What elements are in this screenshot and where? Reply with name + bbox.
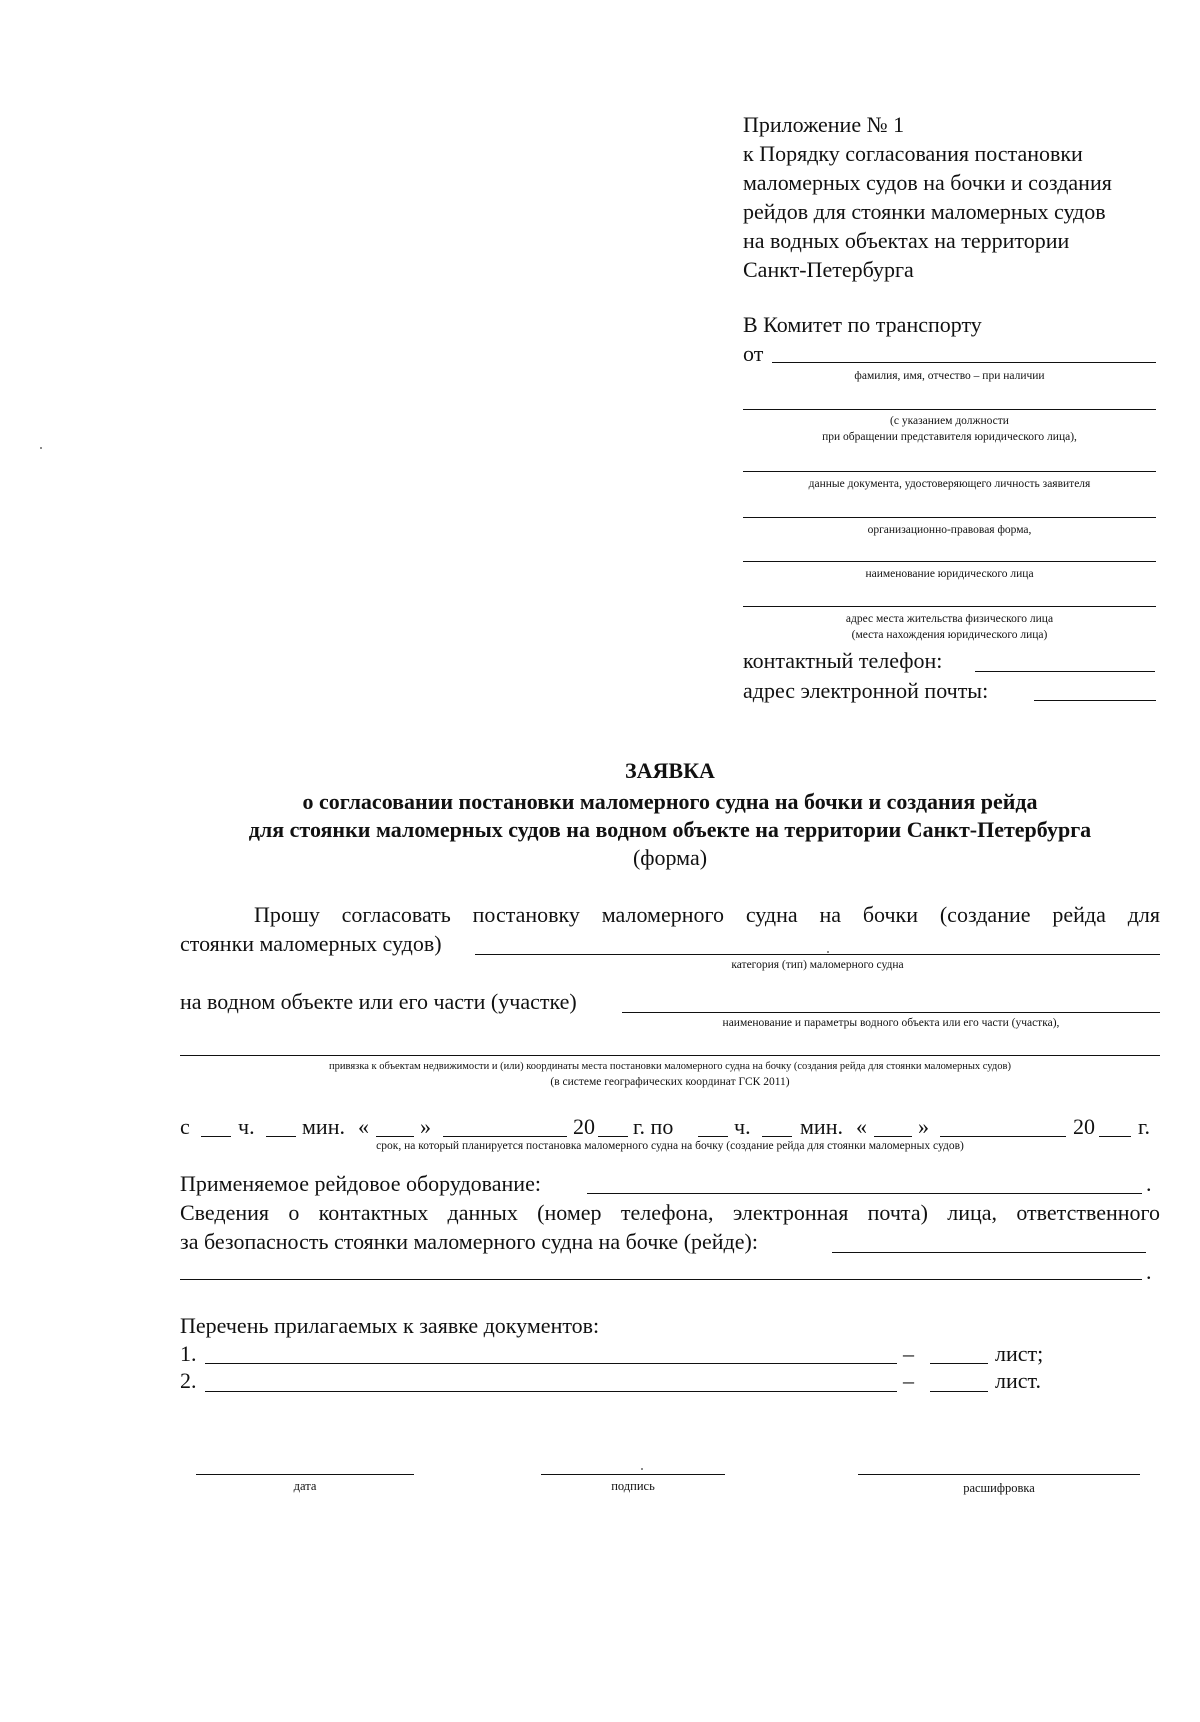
request-line-1: Прошу согласовать постановку маломерного судна на бочки (создание рейда для — [254, 902, 1160, 927]
period-hint: срок, на который планируется постановка маломерного судна на бочку (создание рейда для стоянки маломерных судов) — [376, 1140, 964, 1152]
signature-decode-hint: расшифровка — [963, 1481, 1035, 1495]
water-object-field[interactable] — [622, 1012, 1160, 1013]
addressee-from-label: от — [743, 341, 764, 366]
document-dash: – — [903, 1368, 914, 1393]
address-field[interactable] — [743, 606, 1156, 607]
equipment-field[interactable] — [587, 1193, 1142, 1194]
scan-speck — [40, 447, 42, 449]
request-line-2: стоянки маломерных судов) — [180, 931, 442, 956]
org-name-field[interactable] — [743, 561, 1156, 562]
end-quote-close: » — [918, 1114, 929, 1139]
appendix-line: Санкт-Петербурга — [743, 257, 914, 282]
org-form-field[interactable] — [743, 517, 1156, 518]
identity-document-field[interactable] — [743, 471, 1156, 472]
addressee-to: В Комитет по транспорту — [743, 312, 982, 337]
appendix-line: маломерных судов на бочки и создания — [743, 170, 1112, 195]
coordinates-field[interactable] — [180, 1055, 1160, 1056]
signature-field[interactable] — [541, 1474, 725, 1475]
signature-decode-field[interactable] — [858, 1474, 1140, 1475]
coordinates-system-hint: (в системе географических координат ГСК 2011) — [550, 1076, 790, 1088]
email-label: адрес электронной почты: — [743, 678, 989, 703]
start-hour-unit: ч. — [238, 1114, 255, 1139]
fio-field[interactable] — [772, 362, 1156, 363]
end-hour-unit: ч. — [734, 1114, 751, 1139]
document-item-number: 1. — [180, 1341, 197, 1366]
coordinates-hint: привязка к объектам недвижимости и (или) координаты места постановки маломерного судна на бочку (создания рейда для стоянки маломерных судов) — [329, 1061, 1011, 1072]
position-hint-1: (с указанием должности — [890, 415, 1009, 427]
form-heading: ЗАЯВКА — [625, 758, 715, 783]
form-title-line-2: для стоянки маломерных судов на водном объекте на территории Санкт-Петербурга — [248, 817, 1092, 842]
phone-field[interactable] — [975, 671, 1155, 672]
appendix-line: к Порядку согласования постановки — [743, 141, 1083, 166]
document-name-field[interactable] — [205, 1363, 897, 1364]
document-dash: – — [903, 1341, 914, 1366]
end-quote-open: « — [856, 1114, 867, 1139]
end-year-unit: г. — [1138, 1114, 1151, 1139]
fio-hint: фамилия, имя, отчество – при наличии — [854, 370, 1045, 382]
end-year-prefix: 20 — [1073, 1114, 1095, 1139]
end-hour-field[interactable] — [698, 1136, 728, 1137]
end-minute-unit: мин. — [800, 1114, 843, 1139]
scan-speck — [641, 1468, 643, 1470]
period-to-label: г. по — [633, 1114, 674, 1139]
document-item-number: 2. — [180, 1368, 197, 1393]
signature-hint: подпись — [611, 1479, 655, 1493]
start-year-prefix: 20 — [573, 1114, 595, 1139]
appendix-line: Приложение № 1 — [743, 112, 905, 137]
document-sheets-field[interactable] — [930, 1391, 988, 1392]
end-year-field[interactable] — [1099, 1136, 1131, 1137]
contacts-field[interactable] — [832, 1252, 1146, 1253]
start-quote-open: « — [358, 1114, 369, 1139]
appendix-block — [743, 110, 1112, 284]
start-minute-field[interactable] — [266, 1136, 296, 1137]
period-from-label: с — [180, 1114, 190, 1139]
document-sheets-field[interactable] — [930, 1363, 988, 1364]
end-day-field[interactable] — [874, 1136, 912, 1137]
contacts-line-2: за безопасность стоянки маломерного судна на бочке (рейде): — [180, 1229, 758, 1254]
end-minute-field[interactable] — [762, 1136, 792, 1137]
contacts-period: . — [1146, 1259, 1152, 1284]
start-quote-close: » — [420, 1114, 431, 1139]
vessel-category-field[interactable] — [475, 954, 1160, 955]
position-field[interactable] — [743, 409, 1156, 410]
date-hint: дата — [293, 1479, 317, 1493]
form-title-line-1: о согласовании постановки маломерного судна на бочки и создания рейда — [302, 789, 1038, 814]
scan-speck — [827, 951, 829, 953]
position-hint-2: при обращении представителя юридического лица), — [822, 431, 1077, 443]
start-day-field[interactable] — [376, 1136, 414, 1137]
phone-label: контактный телефон: — [743, 648, 943, 673]
document-sheets-suffix: лист; — [995, 1341, 1044, 1366]
contacts-line-1: Сведения о контактных данных (номер телефона, электронная почта) лица, ответственного — [180, 1200, 1160, 1225]
org-form-hint: организационно-правовая форма, — [867, 524, 1032, 536]
address-hint-2: (места нахождения юридического лица) — [851, 629, 1048, 641]
identity-document-hint: данные документа, удостоверяющего личность заявителя — [808, 478, 1091, 490]
appendix-line: на водных объектах на территории — [743, 228, 1070, 253]
end-month-field[interactable] — [940, 1136, 1066, 1137]
address-hint-1: адрес места жительства физического лица — [845, 613, 1054, 625]
start-year-field[interactable] — [598, 1136, 628, 1137]
email-field[interactable] — [1034, 700, 1156, 701]
org-name-hint: наименование юридического лица — [865, 568, 1034, 580]
start-minute-unit: мин. — [302, 1114, 345, 1139]
equipment-period: . — [1146, 1171, 1152, 1196]
form-subtitle: (форма) — [632, 845, 708, 870]
document-name-field[interactable] — [205, 1391, 897, 1392]
document-sheets-suffix: лист. — [995, 1368, 1041, 1393]
water-object-hint: наименование и параметры водного объекта или его части (участка), — [722, 1017, 1060, 1029]
equipment-label: Применяемое рейдовое оборудование: — [180, 1171, 541, 1196]
date-field[interactable] — [196, 1474, 414, 1475]
start-hour-field[interactable] — [201, 1136, 231, 1137]
start-month-field[interactable] — [443, 1136, 567, 1137]
documents-title: Перечень прилагаемых к заявке документов: — [180, 1313, 600, 1338]
appendix-line: рейдов для стоянки маломерных судов — [743, 199, 1106, 224]
contacts-field-continued[interactable] — [180, 1279, 1142, 1280]
vessel-category-hint: категория (тип) маломерного судна — [731, 959, 904, 971]
water-object-label: на водном объекте или его части (участке) — [180, 989, 577, 1014]
